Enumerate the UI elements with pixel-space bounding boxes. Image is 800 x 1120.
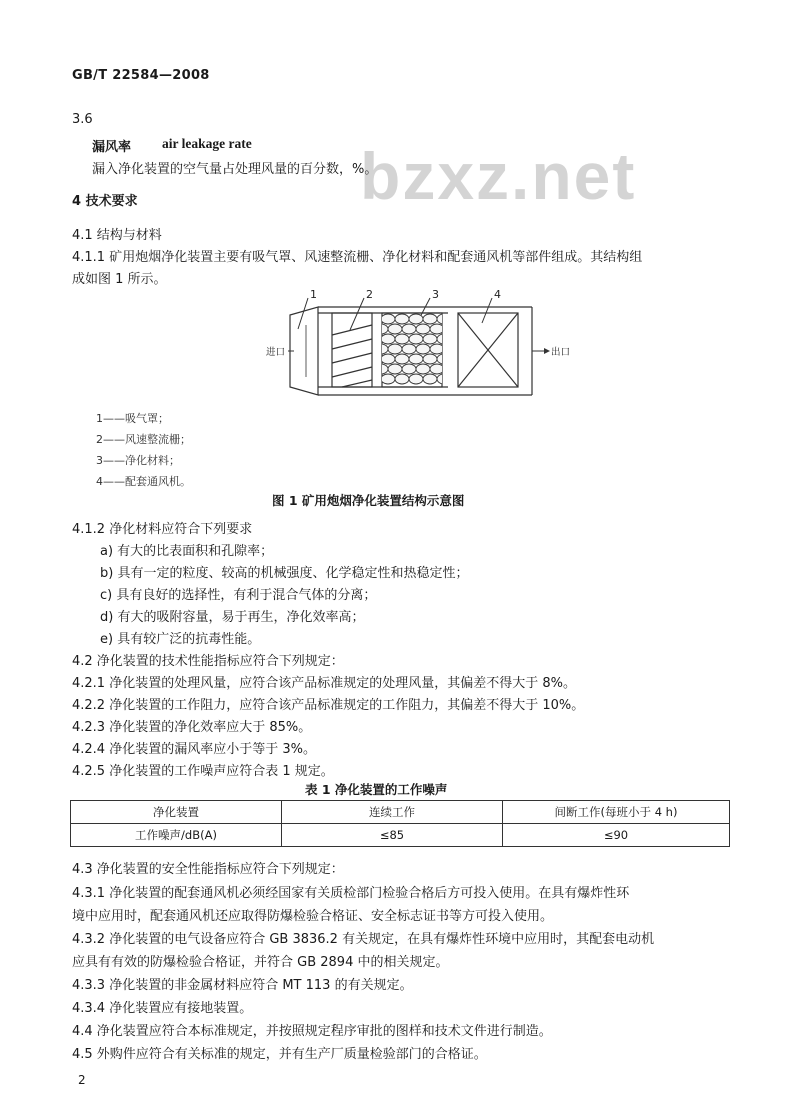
table-cell: ≤85 [282,824,503,847]
list-item: a) 有大的比表面积和孔隙率； [100,544,274,559]
clause-4-3-1-line1: 4.3.1 净化装置的配套通风机必须经国家有关质检部门检验合格后方可投入使用。在具有爆炸性环 [72,886,630,901]
table-row [71,824,730,847]
clause-4-1-2-title: 4.1.2 净化材料应符合下列要求 [72,522,253,537]
clause-4-2-3: 4.2.3 净化装置的净化效率应大于 85%。 [72,720,312,735]
clause-4-5: 4.5 外购件应符合有关标准的规定，并有生产厂质量检验部门的合格证。 [72,1047,487,1062]
table-cell: ≤90 [503,824,730,847]
outlet-label: 出口 [551,347,571,358]
structure-diagram [266,285,571,407]
clause-4-2-2: 4.2.2 净化装置的工作阻力，应符合该产品标准规定的工作阻力，其偏差不得大于 10%。 [72,698,585,713]
term-en: air leakage rate [162,136,252,151]
table-header-cell: 间断工作(每班小于 4 h) [503,801,730,824]
table-header-cell: 净化装置 [71,801,282,824]
term-definition: 漏入净化装置的空气量占处理风量的百分数，%。 [92,162,378,177]
clause-4-2-5: 4.2.5 净化装置的工作噪声应符合表 1 规定。 [72,764,334,779]
figure-caption: 图 1 矿用炮烟净化装置结构示意图 [272,493,465,508]
clause-4-3-4: 4.3.4 净化装置应有接地装置。 [72,1001,253,1016]
clause-4-3-title: 4.3 净化装置的安全性能指标应符合下列规定： [72,862,344,877]
inlet-label: 进口 [266,347,286,358]
watermark: bzxz.net [360,139,637,213]
clause-3-6-number: 3.6 [72,112,93,127]
clause-4-2-1: 4.2.1 净化装置的处理风量，应符合该产品标准规定的处理风量，其偏差不得大于 8%。 [72,676,576,691]
figure-label-2: 2 [366,288,373,301]
noise-table [70,800,730,847]
clause-4-3-2-line2: 应具有有效的防爆检验合格证，并符合 GB 2894 中的相关规定。 [72,955,449,970]
section-4-heading: 4 技术要求 [72,194,138,209]
list-item: d) 有大的吸附容量，易于再生，净化效率高； [100,610,365,625]
legend-item: 4——配套通风机。 [96,475,191,488]
table-header-cell: 连续工作 [282,801,503,824]
figure-label-3: 3 [432,288,439,301]
legend-item: 3——净化材料； [96,454,180,467]
figure-label-1: 1 [310,288,317,301]
clause-4-3-2-line1: 4.3.2 净化装置的电气设备应符合 GB 3836.2 有关规定，在具有爆炸性环境中应用时，其配套电动机 [72,932,655,947]
table-cell: 工作噪声/dB(A) [71,824,282,847]
table-header-row [71,801,730,824]
clause-4-4: 4.4 净化装置应符合本标准规定，并按照规定程序审批的图样和技术文件进行制造。 [72,1024,552,1039]
list-item: e) 具有较广泛的抗毒性能。 [100,632,261,647]
clause-4-3-1-line2: 境中应用时，配套通风机还应取得防爆检验合格证、安全标志证书等方可投入使用。 [72,909,554,924]
clause-4-1-1-line2: 成如图 1 所示。 [72,272,167,287]
list-item: b) 具有一定的粒度、较高的机械强度、化学稳定性和热稳定性； [100,566,469,581]
standard-id: GB/T 22584—2008 [72,68,210,83]
list-item: c) 具有良好的选择性，有利于混合气体的分离； [100,588,377,603]
clause-4-1-1-line1: 4.1.1 矿用炮烟净化装置主要有吸气罩、风速整流栅、净化材料和配套通风机等部件组成。其结构组 [72,250,643,265]
clause-4-2-title: 4.2 净化装置的技术性能指标应符合下列规定： [72,654,344,669]
page-number: 2 [78,1073,86,1087]
legend-item: 2——风速整流栅； [96,433,191,446]
clause-4-1: 4.1 结构与材料 [72,228,162,243]
term-cn: 漏风率 [92,140,132,155]
clause-4-3-3: 4.3.3 净化装置的非金属材料应符合 MT 113 的有关规定。 [72,978,413,993]
clause-4-2-4: 4.2.4 净化装置的漏风率应小于等于 3%。 [72,742,316,757]
figure-label-4: 4 [494,288,501,301]
suction-hood [290,307,318,395]
legend-item: 1——吸气罩； [96,412,169,425]
table-caption: 表 1 净化装置的工作噪声 [305,782,448,797]
